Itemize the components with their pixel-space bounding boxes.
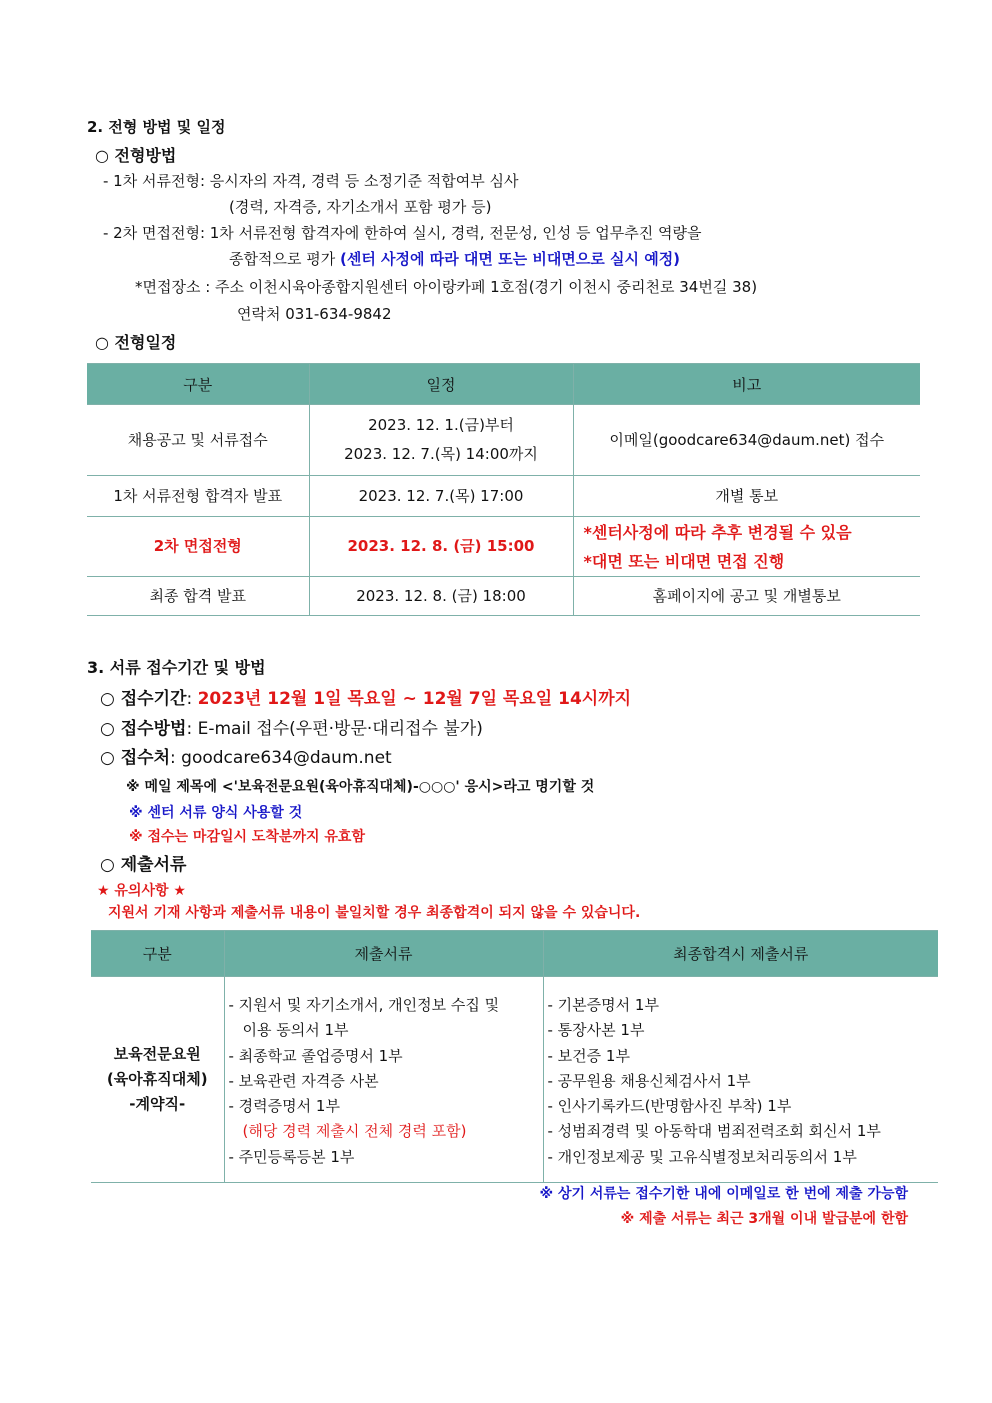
row1-category: 채용공고 및 서류접수 [87,405,309,476]
header-note: 비고 [573,364,920,405]
note-mail-subject: ※ 메일 제목에 <'보육전문요원(육아휴직대체)-○○○' 응시>라고 명기할 것 [126,779,595,795]
interview-venue: *면접장소 : 주소 이천시육아종합지원센터 아이랑카페 1호점(경기 이천시 중리천로 34번길 38) [135,278,758,296]
docs-header-submit: 제출서류 [224,931,543,977]
row3-category: 2차 면접전형 [87,517,309,577]
category-line2: (육아휴직대체) [106,1070,208,1089]
list-item: 이용 동의서 1부 [242,1021,349,1040]
row4-category: 최종 합격 발표 [87,577,309,616]
list-item: - 성범죄경력 및 아동학대 범죄전력조회 회신서 1부 [547,1122,881,1141]
list-item: - 보육관련 자격증 사본 [228,1071,379,1090]
list-item: - 공무원용 채용신체검사서 1부 [547,1071,751,1090]
category-line3: -계약직- [129,1095,186,1114]
place-line: ○ 접수처: goodcare634@daum.net [100,748,392,768]
caution-title: ★ 유의사항 ★ [97,883,186,899]
row1-date [309,405,573,476]
period-line: ○ 접수기간: 2023년 12월 1일 목요일 ~ 12월 7일 목요일 14시까지 [100,689,632,709]
header-category: 구분 [87,364,309,405]
table-row [91,977,938,1183]
table-row [87,476,920,517]
list-item: - 개인정보제공 및 고유식별정보처리동의서 1부 [547,1147,857,1166]
step2-note: (센터 사정에 따라 대면 또는 비대면으로 실시 예정) [339,250,681,268]
docs-header-final: 최종합격시 제출서류 [543,931,938,977]
step2-continuation [229,248,680,269]
documents-header-row [91,931,938,977]
row2-note: 개별 통보 [573,476,920,517]
list-item: (해당 경력 제출시 전체 경력 포함) [242,1122,467,1141]
list-item: - 지원서 및 자기소개서, 개인정보 수집 및 [228,996,500,1014]
footer-note-email: ※ 상기 서류는 접수기한 내에 이메일로 한 번에 제출 가능함 [539,1186,908,1202]
step2-text: - 2차 면접전형: 1차 서류전형 합격자에 한하여 실시, 경력, 전문성, 인성 등 업무추진 역량을 [103,224,702,242]
list-item: - 최종학교 졸업증명서 1부 [228,1046,403,1065]
place-label: ○ 접수처 [100,748,171,768]
section3-heading: 3. 서류 접수기간 및 방법 [87,658,266,677]
period-value: 2023년 12월 1일 목요일 ~ 12월 7일 목요일 14시까지 [197,689,632,709]
note-form: ※ 센터 서류 양식 사용할 것 [129,805,303,821]
step1-text: - 1차 서류전형: 응시자의 자격, 경력 등 소정기준 적합여부 심사 [103,172,519,190]
docs-category [91,977,224,1183]
table-row [87,577,920,616]
row4-note: 홈페이지에 공고 및 개별통보 [573,577,920,616]
schedule-title: ○ 전형일정 [95,333,177,352]
list-item: - 보건증 1부 [547,1046,630,1065]
docs-header-category: 구분 [91,931,224,977]
step2-cont-text: 종합적으로 평가 [229,250,340,268]
list-item: - 주민등록등본 1부 [228,1147,355,1166]
row2-category: 1차 서류전형 합격자 발표 [87,476,309,517]
row1-note: 이메일(goodcare634@daum.net) 접수 [573,405,920,476]
category-line1: 보육전문요원 [113,1045,201,1064]
docs-title: ○ 제출서류 [100,855,187,875]
table-row [87,405,920,476]
row4-date: 2023. 12. 8. (금) 18:00 [309,577,573,616]
list-item: - 경력증명서 1부 [228,1097,340,1116]
submit-docs-list [224,977,543,1183]
step1-note: (경력, 자격증, 자기소개서 포함 평가 등) [229,198,492,216]
period-label: ○ 접수기간 [100,689,187,709]
place-value: goodcare634@daum.net [181,748,392,768]
method-value: E-mail 접수(우편·방문·대리접수 불가) [197,719,483,739]
list-item: - 인사기록카드(반명함사진 부착) 1부 [547,1097,792,1116]
footer-note-recent: ※ 제출 서류는 최근 3개월 이내 발급분에 한함 [620,1211,908,1227]
method-label: ○ 접수방법 [100,719,187,739]
row3-note-line2: *대면 또는 비대면 면접 진행 [583,551,785,571]
row1-date-line2: 2023. 12. 7.(목) 14:00까지 [344,445,538,463]
method-title: ○ 전형방법 [95,146,177,165]
schedule-table [87,363,920,616]
row3-note [573,517,920,577]
contact-number: 연락처 031-634-9842 [237,305,392,323]
header-date: 일정 [309,364,573,405]
row3-note-line1: *센터사정에 따라 추후 변경될 수 있음 [583,522,852,542]
documents-table [91,930,938,1183]
table-row [87,517,920,577]
section2-heading: 2. 전형 방법 및 일정 [87,118,226,136]
caution-text: 지원서 기재 사항과 제출서류 내용이 불일치할 경우 최종합격이 되지 않을 수 있습니다. [108,905,641,921]
row1-date-line1: 2023. 12. 1.(금)부터 [368,416,514,434]
row3-date: 2023. 12. 8. (금) 15:00 [309,517,573,577]
final-docs-list [543,977,938,1183]
list-item: - 통장사본 1부 [547,1021,645,1040]
list-item: - 기본증명서 1부 [547,996,659,1014]
method-line: ○ 접수방법: E-mail 접수(우편·방문·대리접수 불가) [100,719,483,739]
schedule-header-row [87,364,920,405]
row2-date: 2023. 12. 7.(목) 17:00 [309,476,573,517]
note-deadline: ※ 접수는 마감일시 도착분까지 유효함 [129,829,365,845]
